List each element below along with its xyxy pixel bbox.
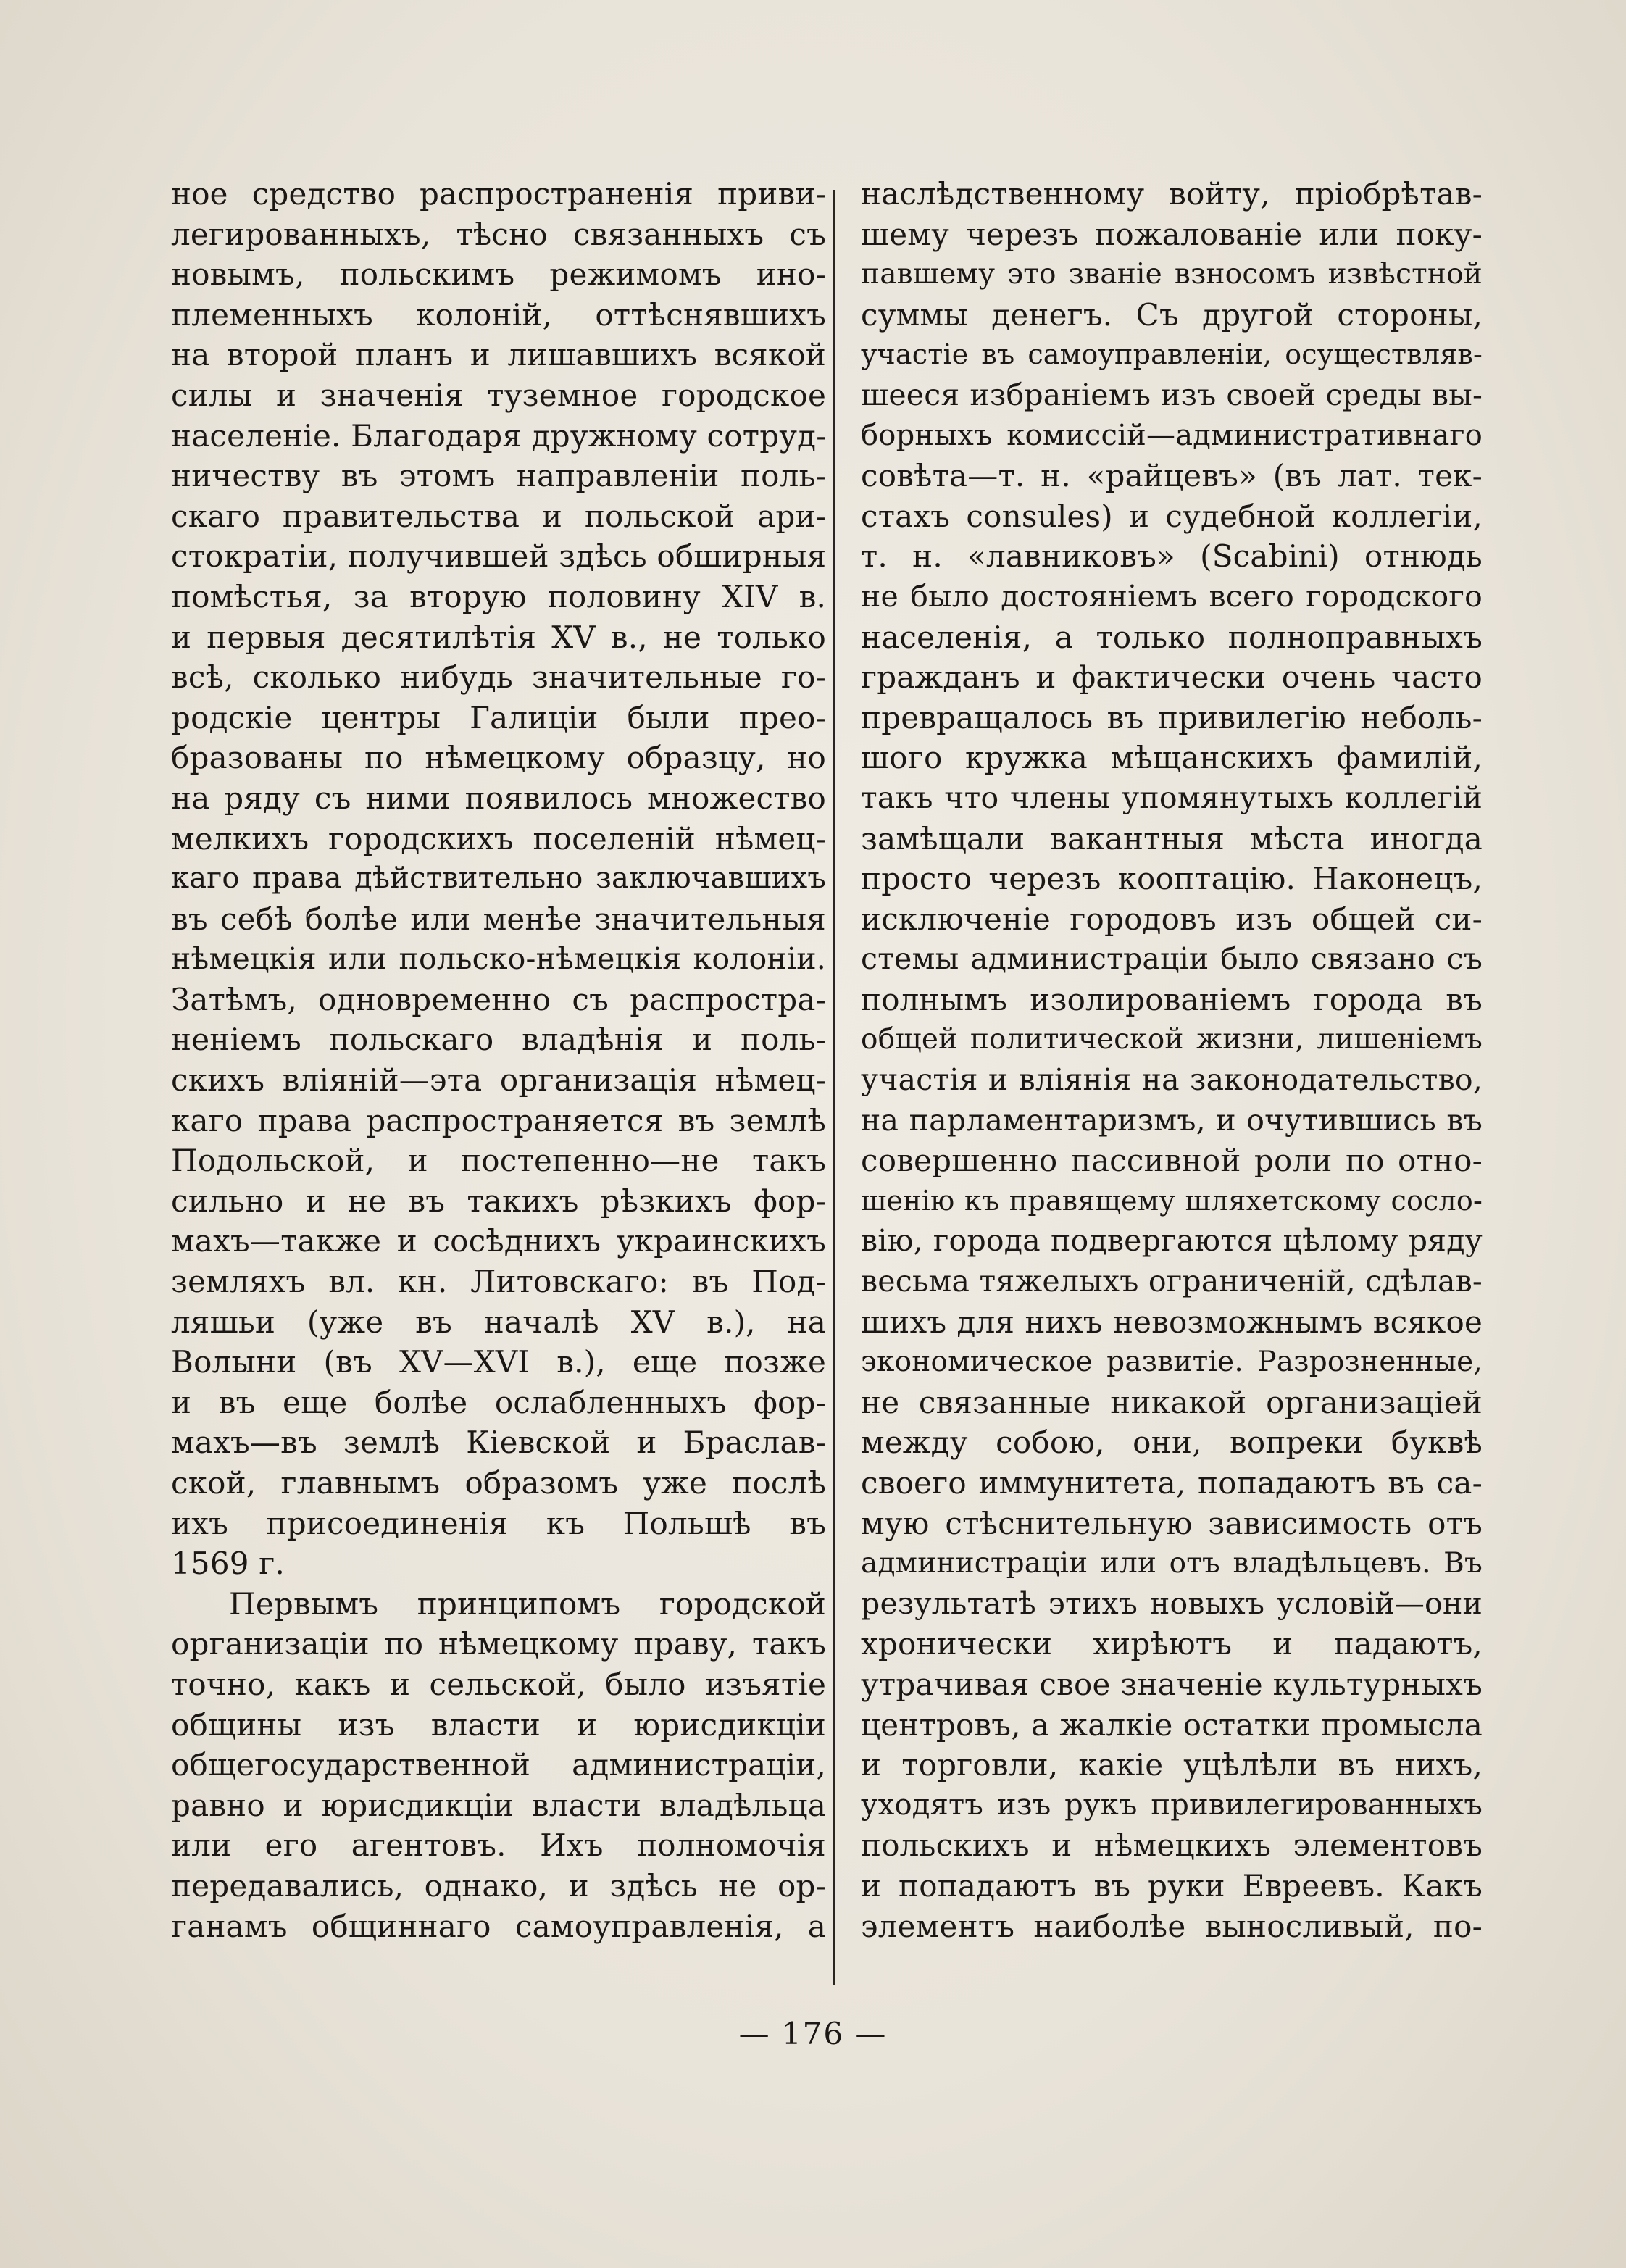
text-line: результатѣ этихъ новыхъ условій—они <box>861 1585 1483 1621</box>
text-line: ное средство распространенія приви- <box>171 176 826 212</box>
text-line: помѣстья, за вторую половину XIV в. <box>171 578 826 614</box>
text-line: и первыя десятилѣтія XV в., не только <box>171 619 826 655</box>
text-line: хронически хирѣютъ и падаютъ, <box>861 1626 1483 1662</box>
text-line: между собою, они, вопреки буквѣ <box>861 1425 1483 1461</box>
text-line: махъ—въ землѣ Кіевской и Браслав- <box>171 1425 826 1461</box>
text-line: участія и вліянія на законодательство, <box>861 1062 1483 1098</box>
text-line: совершенно пассивной роли по отно- <box>861 1143 1483 1179</box>
text-line: элементъ наиболѣе выносливый, по- <box>861 1908 1483 1944</box>
text-line: участіе въ самоуправленіи, осуществляв- <box>861 338 1483 371</box>
text-line: польскихъ и нѣмецкихъ элементовъ <box>861 1827 1483 1864</box>
text-line: общины изъ власти и юрисдикціи <box>171 1706 826 1743</box>
text-line: сильно и не въ такихъ рѣзкихъ фор- <box>171 1183 826 1219</box>
text-line: нѣмецкія или польско-нѣмецкія колоніи. <box>171 941 826 977</box>
text-line: гражданъ и фактически очень часто <box>861 659 1483 696</box>
text-line: замѣщали вакантныя мѣста иногда <box>861 820 1483 856</box>
text-line: своего иммунитета, попадаютъ въ са- <box>861 1465 1483 1501</box>
text-line: родскіе центры Галиціи были прео- <box>171 699 826 735</box>
text-line: неніемъ польскаго владѣнія и поль- <box>171 1022 826 1058</box>
text-line: вію, города подвергаются цѣлому ряду <box>861 1223 1483 1259</box>
text-line: ганамъ общиннаго самоуправленія, а <box>171 1908 826 1944</box>
text-line: павшему это званіе взносомъ извѣстной <box>861 258 1483 291</box>
text-line: всѣ, сколько нибудь значительные го- <box>171 659 826 696</box>
text-line: экономическое развитіе. Разрозненные, <box>861 1346 1483 1379</box>
text-line: утрачивая свое значеніе культурныхъ <box>861 1666 1483 1702</box>
text-line: и торговли, какіе уцѣлѣли въ нихъ, <box>861 1747 1483 1783</box>
text-line: не связанные никакой организаціей <box>861 1384 1483 1420</box>
text-line: центровъ, а жалкіе остатки промысла <box>861 1706 1483 1743</box>
text-line: Подольской, и постепенно—не такъ <box>171 1143 826 1179</box>
text-line: населеніе. Благодаря дружному сотруд- <box>171 417 827 454</box>
text-line: исключеніе городовъ изъ общей си- <box>861 901 1483 937</box>
text-line: земляхъ вл. кн. Литовскаго: въ Под- <box>171 1264 826 1300</box>
text-line: мую стѣснительную зависимость отъ <box>861 1505 1483 1541</box>
text-line: совѣта—т. н. «райцевъ» (въ лат. тек- <box>861 458 1483 494</box>
text-line: каго права распространяется въ землѣ <box>171 1102 826 1138</box>
page-number: — 176 — <box>738 2016 888 2051</box>
text-line: бразованы по нѣмецкому образцу, но <box>171 740 826 776</box>
text-line: махъ—также и сосѣднихъ украинскихъ <box>171 1223 826 1259</box>
text-line: 1569 г. <box>171 1546 285 1582</box>
text-line: т. н. «лавниковъ» (Scabini) отнюдь <box>861 538 1483 575</box>
text-line: организаціи по нѣмецкому праву, такъ <box>171 1626 826 1662</box>
text-line: передавались, однако, и здѣсь не ор- <box>171 1867 826 1904</box>
text-line: шенію къ правящему шляхетскому сосло- <box>861 1184 1483 1217</box>
text-line: населенія, а только полноправныхъ <box>861 619 1483 655</box>
text-line: полнымъ изолированіемъ города въ <box>861 981 1483 1017</box>
text-line: и попадаютъ въ руки Евреевъ. Какъ <box>861 1867 1483 1904</box>
text-line: Затѣмъ, одновременно съ распростра- <box>171 981 826 1017</box>
text-line: общей политической жизни, лишеніемъ <box>861 1023 1483 1056</box>
text-line: просто черезъ кооптацію. Наконецъ, <box>861 861 1483 897</box>
text-line: ской, главнымъ образомъ уже послѣ <box>171 1465 826 1501</box>
text-line: стахъ consules) и судебной коллегіи, <box>861 498 1483 534</box>
text-line: на парламентаризмъ, и очутившись въ <box>861 1102 1483 1138</box>
column-divider-rule <box>833 190 835 1985</box>
text-line: или его агентовъ. Ихъ полномочія <box>171 1827 826 1864</box>
text-line: легированныхъ, тѣсно связанныхъ съ <box>171 216 826 252</box>
text-line: каго права дѣйствительно заключавшихъ <box>171 862 826 896</box>
text-line: шееся избраніемъ изъ своей среды вы- <box>861 377 1483 412</box>
text-line: скаго правительства и польской ари- <box>171 498 826 534</box>
text-line: администраціи или отъ владѣльцевъ. Въ <box>861 1547 1483 1580</box>
text-line: стократіи, получившей здѣсь обширныя <box>171 538 827 575</box>
text-line: общегосударственной администраціи, <box>171 1747 826 1783</box>
text-line: весьма тяжелыхъ ограниченій, сдѣлав- <box>861 1264 1483 1299</box>
text-line: силы и значенія туземное городское <box>171 377 826 413</box>
text-line: наслѣдственному войту, пріобрѣтав- <box>861 176 1483 212</box>
text-line: ихъ присоединенія къ Польшѣ въ <box>171 1505 826 1541</box>
text-line: суммы денегъ. Съ другой стороны, <box>861 296 1483 333</box>
text-line: ляшьи (уже въ началѣ XV в.), на <box>171 1304 826 1340</box>
text-line: въ себѣ болѣе или менѣе значительныя <box>171 901 826 937</box>
text-line: племенныхъ колоній, оттѣснявшихъ <box>171 296 826 333</box>
text-line: такъ что члены упомянутыхъ коллегій <box>861 780 1483 815</box>
text-line: мелкихъ городскихъ поселеній нѣмец- <box>171 820 826 856</box>
text-line: равно и юрисдикціи власти владѣльца <box>171 1787 826 1823</box>
text-line: новымъ, польскимъ режимомъ ино- <box>171 257 826 293</box>
text-line: шему черезъ пожалованіе или поку- <box>861 216 1483 252</box>
text-line: скихъ вліяній—эта организація нѣмец- <box>171 1062 826 1098</box>
text-line: на ряду съ ними появилось множество <box>171 780 826 816</box>
text-line: ничеству въ этомъ направленіи поль- <box>171 458 826 494</box>
text-line: стемы администраціи было связано съ <box>861 941 1483 977</box>
left-text-column <box>171 174 826 1946</box>
text-line: и въ еще болѣе ослабленныхъ фор- <box>171 1384 826 1420</box>
text-line: уходятъ изъ рукъ привилегированныхъ <box>861 1788 1483 1822</box>
text-line: Волыни (въ XV—XVI в.), еще позже <box>171 1344 826 1380</box>
text-line: не было достояніемъ всего городского <box>861 578 1483 614</box>
text-line: борныхъ комиссій—административнаго <box>861 418 1483 452</box>
text-line: точно, какъ и сельской, было изъятіе <box>171 1666 826 1702</box>
text-line: Первымъ принципомъ городской <box>229 1585 826 1622</box>
right-text-column <box>861 174 1483 1946</box>
text-line: шого кружка мѣщанскихъ фамилій, <box>861 740 1483 776</box>
text-line: превращалось въ привилегію неболь- <box>861 699 1483 735</box>
text-line: шихъ для нихъ невозможнымъ всякое <box>861 1304 1483 1340</box>
text-line: на второй планъ и лишавшихъ всякой <box>171 337 826 373</box>
